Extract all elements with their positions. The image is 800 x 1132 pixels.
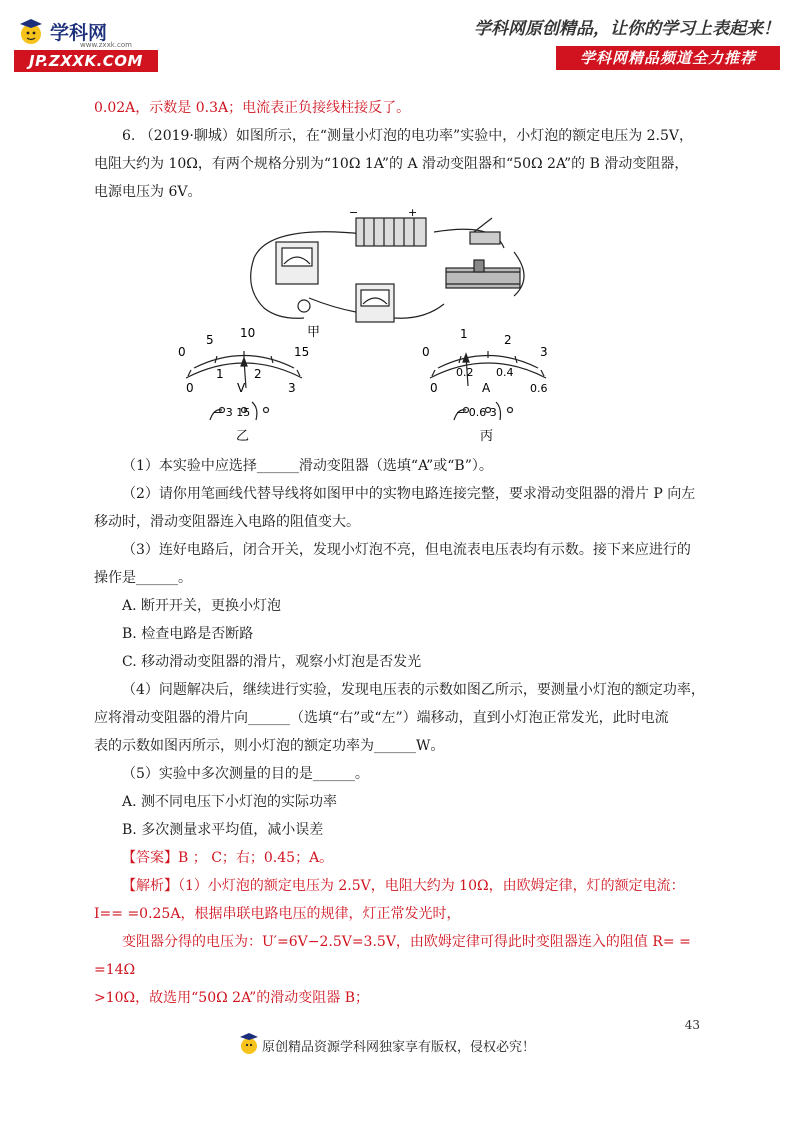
logo-site: www.zxxk.com	[80, 41, 132, 49]
analysis-text-1: （1）小灯泡的额定电压为 2.5V，电阻大约为 10Ω，由欧姆定律，灯的额定电流：	[178, 878, 685, 894]
zxxk-logo[interactable]	[14, 14, 164, 74]
battery-minus-label: −	[349, 208, 359, 219]
v-bottom-1: 1	[216, 367, 224, 381]
v-bottom-0: 0	[186, 381, 194, 395]
sub-question-4-line1: （4）问题解决后，继续进行实验，发现电压表的示数如图乙所示，要测量小灯泡的额定功率，	[122, 682, 705, 698]
mascot-icon	[16, 16, 46, 46]
page-header	[0, 0, 800, 80]
option-5a: A. 测不同电压下小灯泡的实际功率	[122, 794, 338, 810]
sub-question-1: （1）本实验中应选择______滑动变阻器（选填“A”或“B”）。	[122, 458, 493, 474]
circuit-jia	[251, 218, 524, 322]
answer-text: B ； C；右；0.45；A。	[178, 850, 334, 866]
logo-name: 学科网	[50, 22, 108, 44]
question-6-line3: 电源电压为 6V。	[94, 184, 202, 200]
header-slogan: 学科网原创精品，让你的学习上表起来！	[474, 19, 780, 39]
v-top-5: 5	[206, 333, 214, 347]
document-body	[94, 94, 716, 1012]
answer-line	[94, 844, 716, 872]
sub-question-3-line1: （3）连好电路后，闭合开关，发现小灯泡不亮，但电流表电压表均有示数。接下来应进行的	[122, 542, 691, 558]
sub-question-5: （5）实验中多次测量的目的是______。	[122, 766, 369, 782]
v-top-0: 0	[178, 345, 186, 359]
v-top-15: 15	[294, 345, 310, 359]
experiment-figure	[94, 208, 716, 448]
sub-question-2-line2: 移动时，滑动变阻器连入电路的阻值变大。	[94, 514, 360, 530]
a-bottom-06: 0.6	[530, 382, 548, 395]
answer-tag: 【答案】	[122, 850, 178, 866]
v-bottom-3: 3	[288, 381, 296, 395]
a-top-0: 0	[422, 345, 430, 359]
figure-yi-label: 乙	[236, 429, 250, 444]
v-top-10: 10	[240, 326, 256, 340]
question-6-line2: 电阻大约为 10Ω，有两个规格分别为“10Ω 1A”的 A 滑动变阻器和“50Ω 2A”的 B 滑动变阻器，	[94, 156, 689, 172]
ammeter-terminals: − 0.6 3	[456, 406, 497, 419]
figure-bing-label: 丙	[480, 429, 494, 444]
battery-plus-label: +	[408, 208, 418, 219]
a-bottom-02: 0.2	[456, 366, 474, 379]
analysis-line2: I== =0.25A，根据串联电路电压的规律，灯正常发光时，	[94, 906, 461, 922]
figure-jia-label: 甲	[307, 325, 321, 340]
question-6-line1: 6. （2019·聊城）如图所示，在“测量小灯泡的电功率”实验中，小灯泡的额定电压为 2.5V，	[122, 128, 694, 144]
a-top-3: 3	[540, 345, 548, 359]
option-5b: B. 多次测量求平均值，减小误差	[122, 822, 324, 838]
a-top-2: 2	[504, 333, 512, 347]
analysis-tag: 【解析】	[122, 878, 178, 894]
analysis-line3: 变阻器分得的电压为：U′=6V−2.5V=3.5V，由欧姆定律可得此时变阻器连入的阻值 R= = =14Ω	[94, 934, 691, 978]
sub-question-2-line1: （2）请你用笔画线代替导线将如图甲中的实物电路连接完整，要求滑动变阻器的滑片 P 向左	[122, 486, 696, 502]
a-bottom-04: 0.4	[496, 366, 514, 379]
mascot-icon	[238, 1030, 260, 1056]
voltmeter-letter: V	[237, 381, 246, 395]
option-b: B. 检查电路是否断路	[122, 626, 254, 642]
voltmeter-terminals: − 3 15	[213, 406, 251, 419]
v-bottom-2: 2	[254, 367, 262, 381]
sub-question-4-line2: 应将滑动变阻器的滑片向______（选填“右”或“左”）端移动，直到小灯泡正常发光，此时电流	[94, 710, 669, 726]
option-c: C. 移动滑动变阻器的滑片，观察小灯泡是否发光	[122, 654, 422, 670]
a-top-1: 1	[460, 327, 468, 341]
page-footer	[0, 1010, 800, 1070]
sub-question-4-line3: 表的示数如图丙所示，则小灯泡的额定功率为______W。	[94, 738, 445, 754]
copyright-note: 原创精品资源学科网独家享有版权，侵权必究！	[262, 1040, 536, 1055]
analysis-line1	[94, 872, 716, 900]
analysis-line4: >10Ω，故选用“50Ω 2A”的滑动变阻器 B；	[94, 990, 370, 1006]
option-a: A. 断开开关，更换小灯泡	[122, 598, 282, 614]
recommend-banner: 学科网精品频道全力推荐	[556, 46, 780, 70]
prev-answer-tail: 0.02A，示数是 0.3A；电流表正负接线柱接反了。	[94, 100, 411, 116]
page-number: 43	[684, 1018, 700, 1032]
logo-url: JP.ZXXK.COM	[14, 50, 158, 72]
circuit-and-meters-diagram	[94, 208, 716, 448]
a-bottom-0: 0	[430, 381, 438, 395]
ammeter-letter: A	[482, 381, 491, 395]
sub-question-3-line2: 操作是______。	[94, 570, 192, 586]
